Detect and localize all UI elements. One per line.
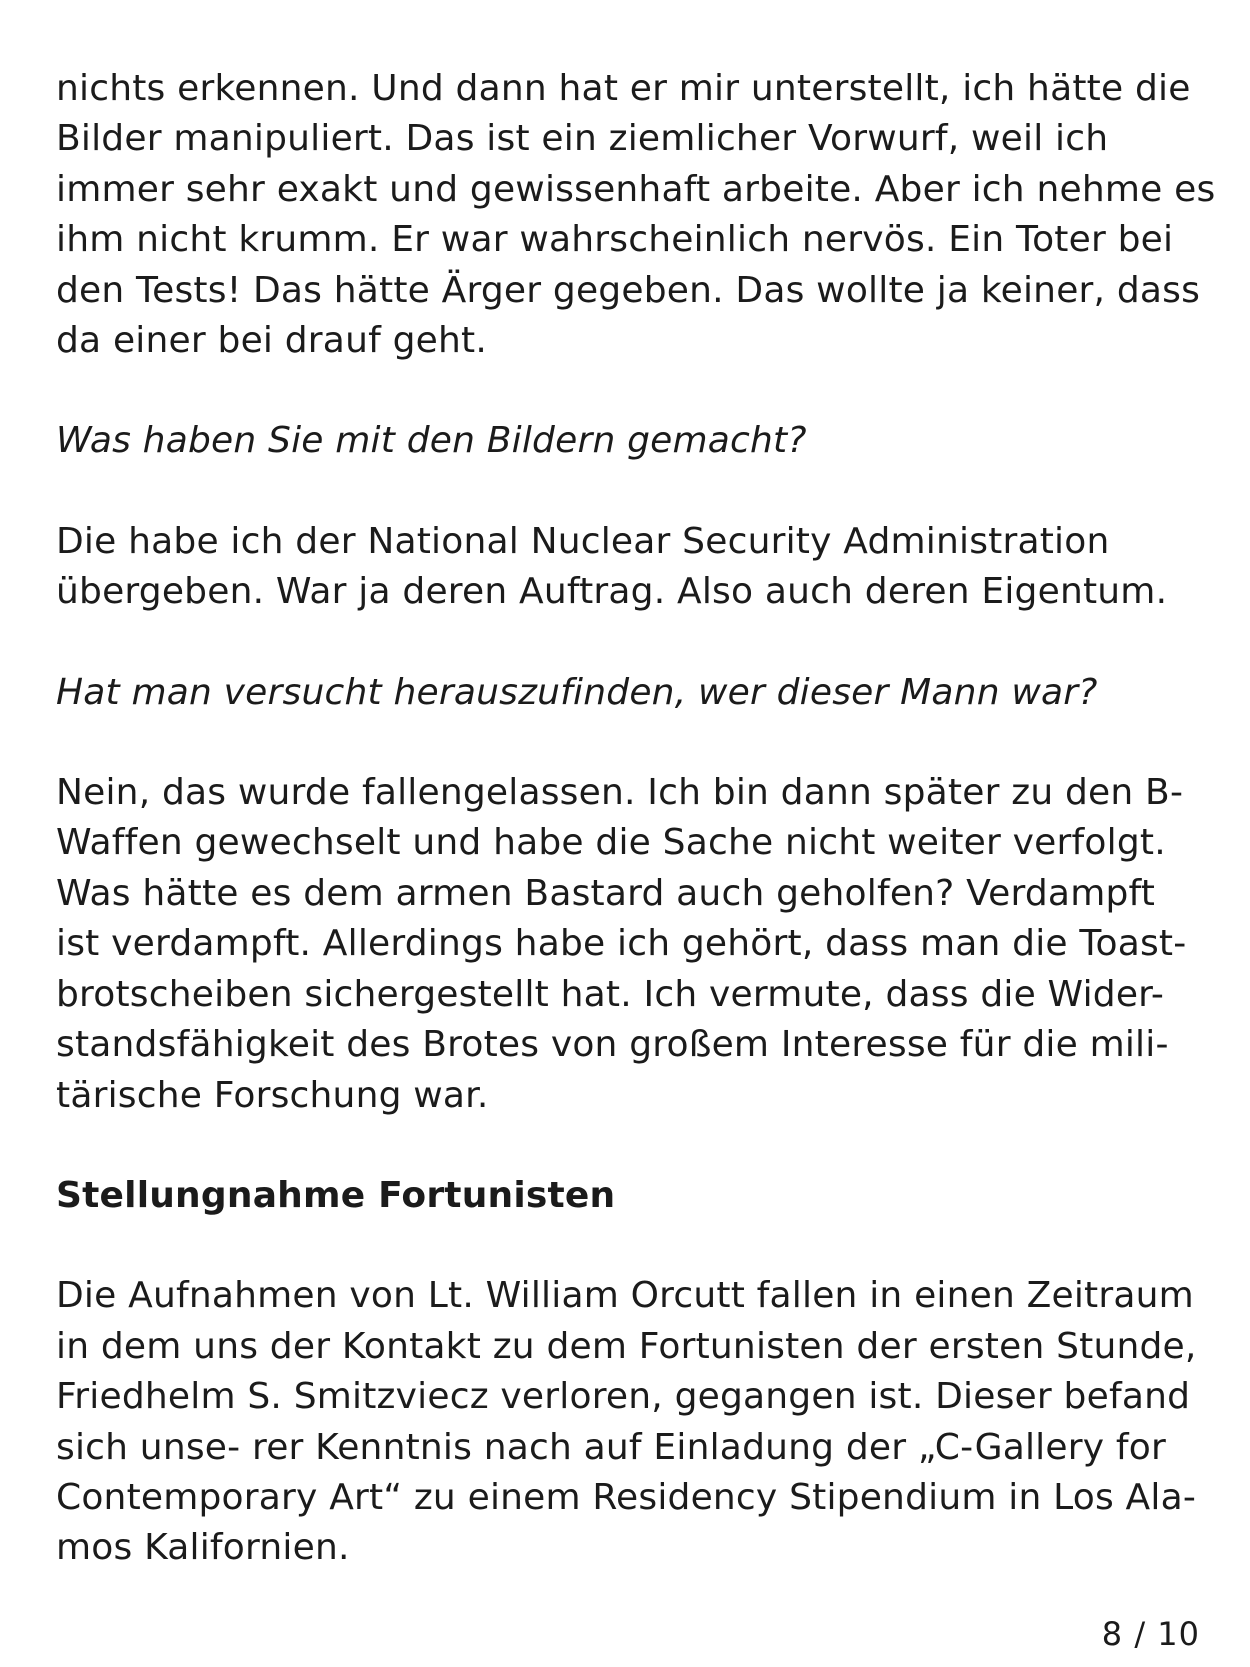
text-line: übergeben. War ja deren Auftrag. Also auch deren Eigentum. bbox=[56, 571, 1168, 613]
text-line: standsfähigkeit des Brotes von großem Interesse für die mili- bbox=[56, 1024, 1169, 1066]
text-line: brotscheiben sichergestellt hat. Ich vermute, dass die Wider- bbox=[56, 973, 1165, 1015]
document-page bbox=[56, 64, 1216, 1574]
text-line: ist verdampft. Allerdings habe ich gehört, dass man die Toast- bbox=[56, 923, 1187, 965]
paragraph-interview-answer-3 bbox=[56, 768, 1206, 1121]
section-heading bbox=[56, 1171, 1206, 1221]
text-line: tärische Forschung war. bbox=[56, 1074, 489, 1116]
text-line: den Tests! Das hätte Ärger gegeben. Das wollte ja keiner, dass bbox=[56, 269, 1201, 311]
text-line: ihm nicht krumm. Er war wahrscheinlich nervös. Ein Toter bei bbox=[56, 219, 1174, 261]
paragraph-statement bbox=[56, 1271, 1206, 1573]
text-line: immer sehr exakt und gewissenhaft arbeite. Aber ich nehme es bbox=[56, 168, 1216, 210]
text-line: da einer bei drauf geht. bbox=[56, 320, 487, 362]
text-line: mos Kalifornien. bbox=[56, 1527, 350, 1569]
paragraph-interview-answer-1 bbox=[56, 64, 1216, 366]
text-line: Contemporary Art“ zu einem Residency Stipendium in Los Ala- bbox=[56, 1476, 1197, 1518]
text-line: Waffen gewechselt und habe die Sache nicht weiter verfolgt. bbox=[56, 822, 1166, 864]
text-line: sich unse- rer Kenntnis nach auf Einladung der „C-Gallery for bbox=[56, 1426, 1166, 1468]
interview-question-2 bbox=[56, 668, 1206, 718]
text-line: Die Aufnahmen von Lt. William Orcutt fallen in einen Zeitraum bbox=[56, 1275, 1194, 1317]
text-line: in dem uns der Kontakt zu dem Fortunisten der ersten Stunde, bbox=[56, 1325, 1197, 1367]
text-line: Bilder manipuliert. Das ist ein ziemlicher Vorwurf, weil ich bbox=[56, 118, 1109, 160]
text-line: Die habe ich der National Nuclear Security Administration bbox=[56, 520, 1110, 562]
question-text: Hat man versucht herauszufinden, wer dieser Mann war? bbox=[56, 671, 1098, 713]
paragraph-interview-answer-2 bbox=[56, 517, 1206, 618]
text-line: Nein, das wurde fallengelassen. Ich bin dann später zu den B- bbox=[56, 772, 1184, 814]
text-line: nichts erkennen. Und dann hat er mir unterstellt, ich hätte die bbox=[56, 68, 1191, 109]
heading-text: Stellungnahme Fortunisten bbox=[56, 1174, 616, 1216]
page-number: 8 / 10 bbox=[1101, 1615, 1200, 1653]
question-text: Was haben Sie mit den Bildern gemacht? bbox=[56, 420, 807, 462]
text-line: Was hätte es dem armen Bastard auch geholfen? Verdampft bbox=[56, 872, 1156, 914]
text-line: Friedhelm S. Smitzviecz verloren, gegangen ist. Dieser befand bbox=[56, 1376, 1191, 1418]
interview-question-1 bbox=[56, 416, 1206, 466]
